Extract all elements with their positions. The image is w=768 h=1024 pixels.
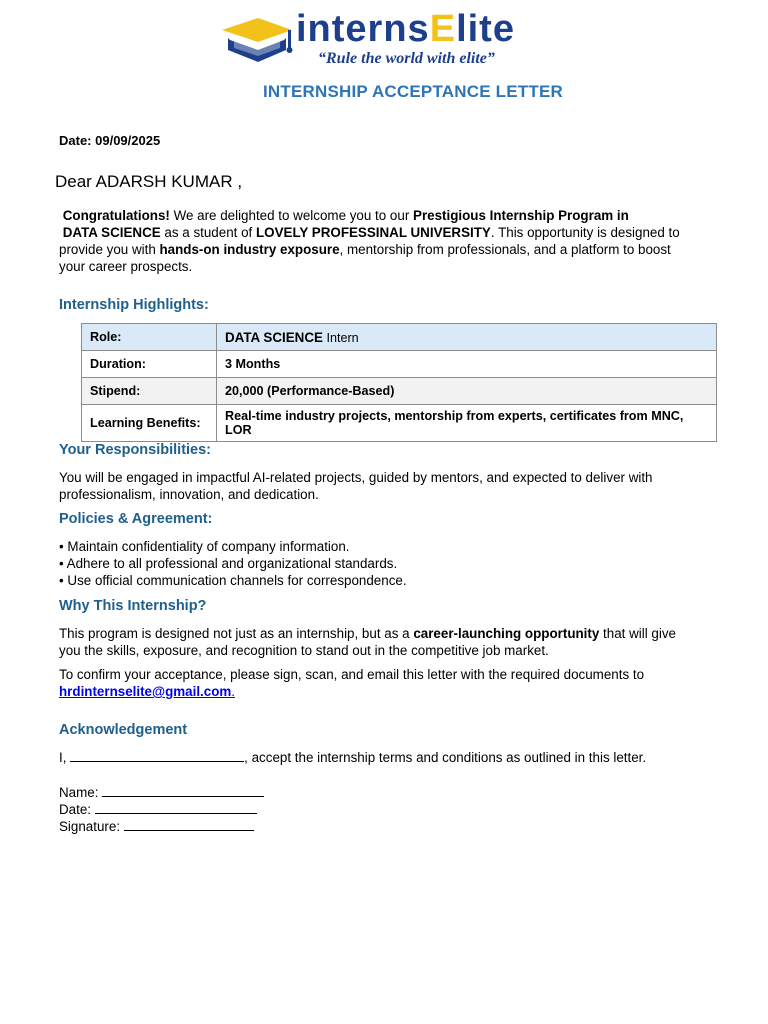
brand-logo	[218, 8, 580, 67]
table-row	[82, 378, 717, 405]
row-value: Real-time industry projects, mentorship from experts, certificates from MNC, LOR	[217, 405, 717, 442]
row-label: Role:	[82, 324, 217, 351]
why-heading: Why This Internship?	[59, 598, 207, 614]
congrats-text: Congratulations!	[62, 208, 170, 223]
brand-name: internsElite	[296, 8, 515, 50]
email-link[interactable]: hrdinternselite@gmail.com	[59, 684, 232, 699]
document-title: INTERNSHIP ACCEPTANCE LETTER	[263, 82, 563, 101]
row-value: 20,000 (Performance-Based)	[217, 378, 717, 405]
highlights-heading: Internship Highlights:	[59, 297, 209, 313]
confirm-text: To confirm your acceptance, please sign, scan, and email this letter with the required documents to hrdinternselite@gmail.com.	[59, 667, 645, 699]
row-label: Learning Benefits:	[82, 405, 217, 442]
list-item: • Use official communication channels for correspondence.	[59, 573, 407, 588]
table-row	[82, 324, 717, 351]
graduation-cap-icon	[218, 16, 294, 64]
acknowledgement-statement: I, , accept the internship terms and conditions as outlined in this letter.	[59, 750, 647, 765]
greeting: Dear ADARSH KUMAR ,	[55, 172, 243, 191]
list-item: • Adhere to all professional and organizational standards.	[59, 556, 398, 571]
name-signature-line[interactable]	[102, 784, 264, 797]
policies-heading: Policies & Agreement:	[59, 511, 213, 527]
why-text: This program is designed not just as an internship, but as a career-launching opportunity that will give you the skills, exposure, and recognition to stand out in the competitive job market.	[59, 626, 676, 658]
highlights-table	[81, 323, 717, 442]
date-field: Date:	[59, 801, 257, 818]
row-label: Stipend:	[82, 378, 217, 405]
table-row	[82, 405, 717, 442]
signature-line[interactable]	[124, 818, 254, 831]
row-label: Duration:	[82, 351, 217, 378]
acknowledgement-heading: Acknowledgement	[59, 722, 188, 738]
field-text: DATA SCIENCE	[62, 225, 161, 240]
responsibilities-heading: Your Responsibilities:	[59, 442, 212, 458]
row-value: 3 Months	[217, 351, 717, 378]
brand-tagline: “Rule the world with elite”	[318, 50, 495, 67]
responsibilities-text: You will be engaged in impactful AI-related projects, guided by mentors, and expected to deliver with professionalism, innovation, and dedication.	[59, 470, 653, 502]
date-signature-line[interactable]	[95, 801, 257, 814]
row-value: DATA SCIENCE Intern	[217, 324, 717, 351]
university-text: LOVELY PROFESSINAL UNIVERSITY	[255, 225, 491, 240]
name-blank-line[interactable]	[70, 749, 244, 762]
intro-paragraph: Congratulations! We are delighted to welcome you to our Prestigious Internship Program in DATA SCIENCE as a student of LOVELY PROFESSINAL UNIVERSITY. This opportunity is designed to provide you with hands-on industry exposure, mentorship from professionals, and a platform to boost your career prospects.	[59, 208, 680, 274]
table-row	[82, 351, 717, 378]
name-field: Name:	[59, 784, 264, 801]
policies-list	[59, 538, 407, 589]
list-item: • Maintain confidentiality of company information.	[59, 539, 350, 554]
letter-date: Date: 09/09/2025	[59, 133, 161, 148]
signature-field: Signature:	[59, 818, 254, 835]
